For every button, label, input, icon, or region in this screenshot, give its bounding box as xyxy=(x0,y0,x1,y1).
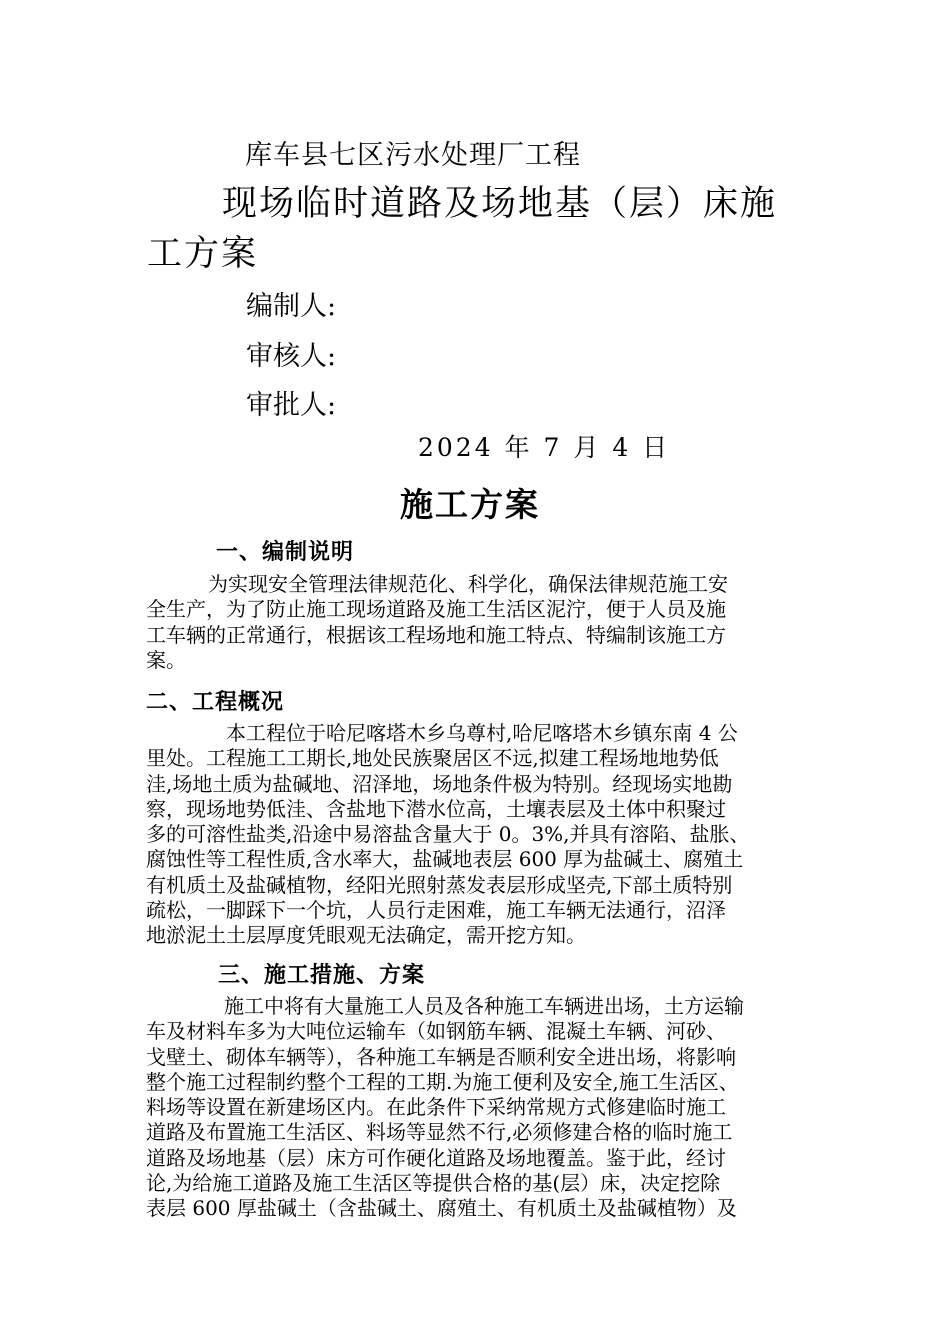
paragraph-line: 有机质土及盐碱植物，经阳光照射蒸发表层形成坚壳,下部土质特别 xyxy=(146,872,733,897)
paragraph-line: 里处。工程施工工期长,地处民族聚居区不远,拟建工程场地地势低 xyxy=(146,746,719,771)
paragraph-line: 案。 xyxy=(146,647,186,672)
section-body-3 xyxy=(146,994,806,1222)
reviewer-label: 审核人: xyxy=(246,341,337,372)
paragraph-line: 表层 600 厚盐碱土（含盐碱土、腐殖土、有机质土及盐碱植物）及 xyxy=(146,1196,737,1221)
cover-title-line-1: 现场临时道路及场地基（层）床施 xyxy=(222,184,778,224)
paragraph-line: 道路及布置施工生活区、料场等显然不行,必须修建合格的临时施工 xyxy=(146,1120,733,1145)
paragraph-line: 地淤泥土土层厚度凭眼观无法确定，需开挖方知。 xyxy=(146,923,586,948)
paragraph-line: 施工中将有大量施工人员及各种施工车辆进出场，土方运输 xyxy=(224,994,744,1018)
section-heading-1: 一、编制说明 xyxy=(216,539,355,565)
document-date: 2024 年 7 月 4 日 xyxy=(418,433,671,462)
paragraph-line: 车及材料车多为大吨位运输车（如钢筋车辆、混凝土车辆、河砂、 xyxy=(146,1019,726,1044)
section-heading-2: 二、工程概况 xyxy=(146,689,285,715)
paragraph-line: 为实现安全管理法律规范化、科学化，确保法律规范施工安 xyxy=(208,572,728,596)
section-heading-3: 三、施工措施、方案 xyxy=(218,962,426,988)
preparer-label: 编制人: xyxy=(246,291,337,322)
paragraph-line: 本工程位于哈尼喀塔木乡乌尊村,哈尼喀塔木乡镇东南 4 公 xyxy=(226,721,738,745)
project-name: 库车县七区污水处理厂工程 xyxy=(245,140,581,171)
paragraph-line: 工车辆的正常通行，根据该工程场地和施工特点、特编制该施工方 xyxy=(146,622,726,647)
paragraph-line: 多的可溶性盐类,沿途中易溶盐含量大于 0。3%,并具有溶陷、盐胀、 xyxy=(146,822,750,847)
paragraph-line: 道路及场地基（层）床方可作硬化道路及场地覆盖。鉴于此，经讨 xyxy=(146,1145,726,1170)
section-body-2 xyxy=(146,721,806,949)
cover-title-line-2: 工方案 xyxy=(147,234,259,274)
paragraph-line: 腐蚀性等工程性质,含水率大，盐碱地表层 600 厚为盐碱土、腐殖土 xyxy=(146,847,744,872)
paragraph-line: 戈壁土、砌体车辆等），各种施工车辆是否顺利安全进出场，将影响 xyxy=(146,1044,736,1069)
section-body-1 xyxy=(146,572,806,673)
paragraph-line: 全生产，为了防止施工现场道路及施工生活区泥泞，便于人员及施 xyxy=(146,597,726,622)
paragraph-line: 疏松，一脚踩下一个坑，人员行走困难，施工车辆无法通行，沼泽 xyxy=(146,898,726,923)
paragraph-line: 论,为给施工道路及施工生活区等提供合格的基(层）床，决定挖除 xyxy=(146,1171,721,1196)
paragraph-line: 洼,场地土质为盐碱地、沼泽地，场地条件极为特别。经现场实地勘 xyxy=(146,771,733,796)
paragraph-line: 料场等设置在新建场区内。在此条件下采纳常规方式修建临时施工 xyxy=(146,1095,726,1120)
paragraph-line: 整个施工过程制约整个工程的工期.为施工便利及安全,施工生活区、 xyxy=(146,1069,739,1094)
paragraph-line: 察，现场地势低洼、含盐地下潜水位高，土壤表层及土体中积聚过 xyxy=(146,796,726,821)
main-title: 施工方案 xyxy=(400,485,540,524)
approver-label: 审批人: xyxy=(246,390,337,421)
